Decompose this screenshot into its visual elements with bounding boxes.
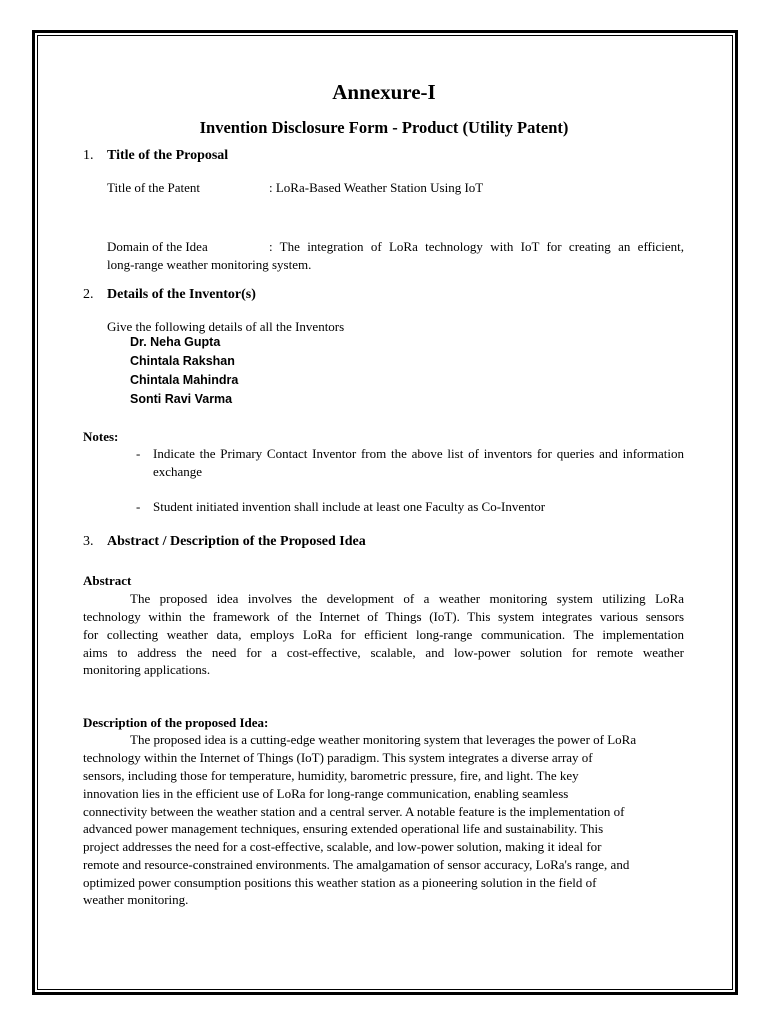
abstract-line: for collecting weather data, employs LoRa for efficient long-range communication. The implementation	[83, 627, 684, 642]
description-line: connectivity between the weather station and a central server. A notable feature is the implementation of	[83, 804, 625, 819]
patent-label: Title of the Patent	[107, 180, 201, 195]
description-line: advanced power management techniques, ensuring extended operational life and sustainability. This	[83, 821, 604, 836]
section-3-title: Abstract / Description of the Proposed Idea	[107, 534, 366, 549]
domain-value-line2: long-range weather monitoring system.	[107, 257, 312, 272]
description-heading: Description of the proposed Idea:	[83, 715, 269, 730]
abstract-line: monitoring applications.	[83, 662, 211, 677]
description-line: innovation lies in the efficient use of LoRa for long-range communication, enabling seamless	[83, 786, 569, 801]
abstract-heading: Abstract	[83, 573, 132, 588]
description-line: weather monitoring.	[83, 892, 189, 907]
domain-label: Domain of the Idea	[107, 239, 208, 254]
section-1-heading	[83, 148, 228, 164]
description-line: project addresses the need for a cost-effective, scalable, and low-power solution, making it ideal for	[83, 839, 602, 854]
section-3-heading	[83, 534, 366, 550]
note-item	[136, 498, 684, 518]
inventor-name: Chintala Rakshan	[130, 354, 235, 368]
description-line: remote and resource-constrained environments. The amalgamation of sensor accuracy, LoRa's range, and	[83, 857, 630, 872]
section-2-heading	[83, 287, 256, 303]
description-line: optimized power consumption positions this weather station as a pioneering solution in the field of	[83, 875, 597, 890]
abstract-line: The proposed idea involves the development of a weather monitoring system utilizing LoRa	[130, 591, 684, 606]
form-title: Invention Disclosure Form - Product (Utility Patent)	[199, 118, 569, 137]
description-line: technology within the Internet of Things (IoT) paradigm. This system integrates a diverse array of	[83, 750, 593, 765]
note-text: Student initiated invention shall include at least one Faculty as Co-Inventor	[153, 499, 546, 514]
section-3-number: 3.	[83, 534, 94, 549]
note-item	[136, 445, 684, 485]
inventor-name: Sonti Ravi Varma	[130, 392, 233, 406]
section-1-number: 1.	[83, 148, 94, 163]
note-bullet: -	[136, 446, 141, 461]
section-1-title: Title of the Proposal	[107, 148, 229, 163]
section-2-number: 2.	[83, 287, 94, 302]
patent-value: : LoRa-Based Weather Station Using IoT	[269, 180, 484, 195]
abstract-line: technology within the framework of the Internet of Things (IoT). This system integrates various sensors	[83, 609, 684, 624]
notes-heading: Notes:	[83, 429, 119, 444]
note-text: Indicate the Primary Contact Inventor from the above list of inventors for queries and information exchange	[153, 446, 684, 479]
inventor-name: Chintala Mahindra	[130, 373, 239, 387]
section-2-title: Details of the Inventor(s)	[107, 287, 256, 302]
description-line: The proposed idea is a cutting-edge weather monitoring system that leverages the power of LoRa	[130, 732, 637, 747]
abstract-line: aims to address the need for a cost-effective, scalable, and low-power solution for remote weather	[83, 645, 684, 660]
inventors-intro: Give the following details of all the Inventors	[107, 319, 345, 334]
inventor-name: Dr. Neha Gupta	[130, 335, 221, 349]
description-line: sensors, including those for temperature, humidity, barometric pressure, fire, and light. The key	[83, 768, 579, 783]
domain-value-line1: : The integration of LoRa technology with IoT for creating an efficient,	[269, 239, 684, 254]
note-bullet: -	[136, 499, 141, 514]
annexure-title: Annexure-I	[332, 80, 436, 104]
